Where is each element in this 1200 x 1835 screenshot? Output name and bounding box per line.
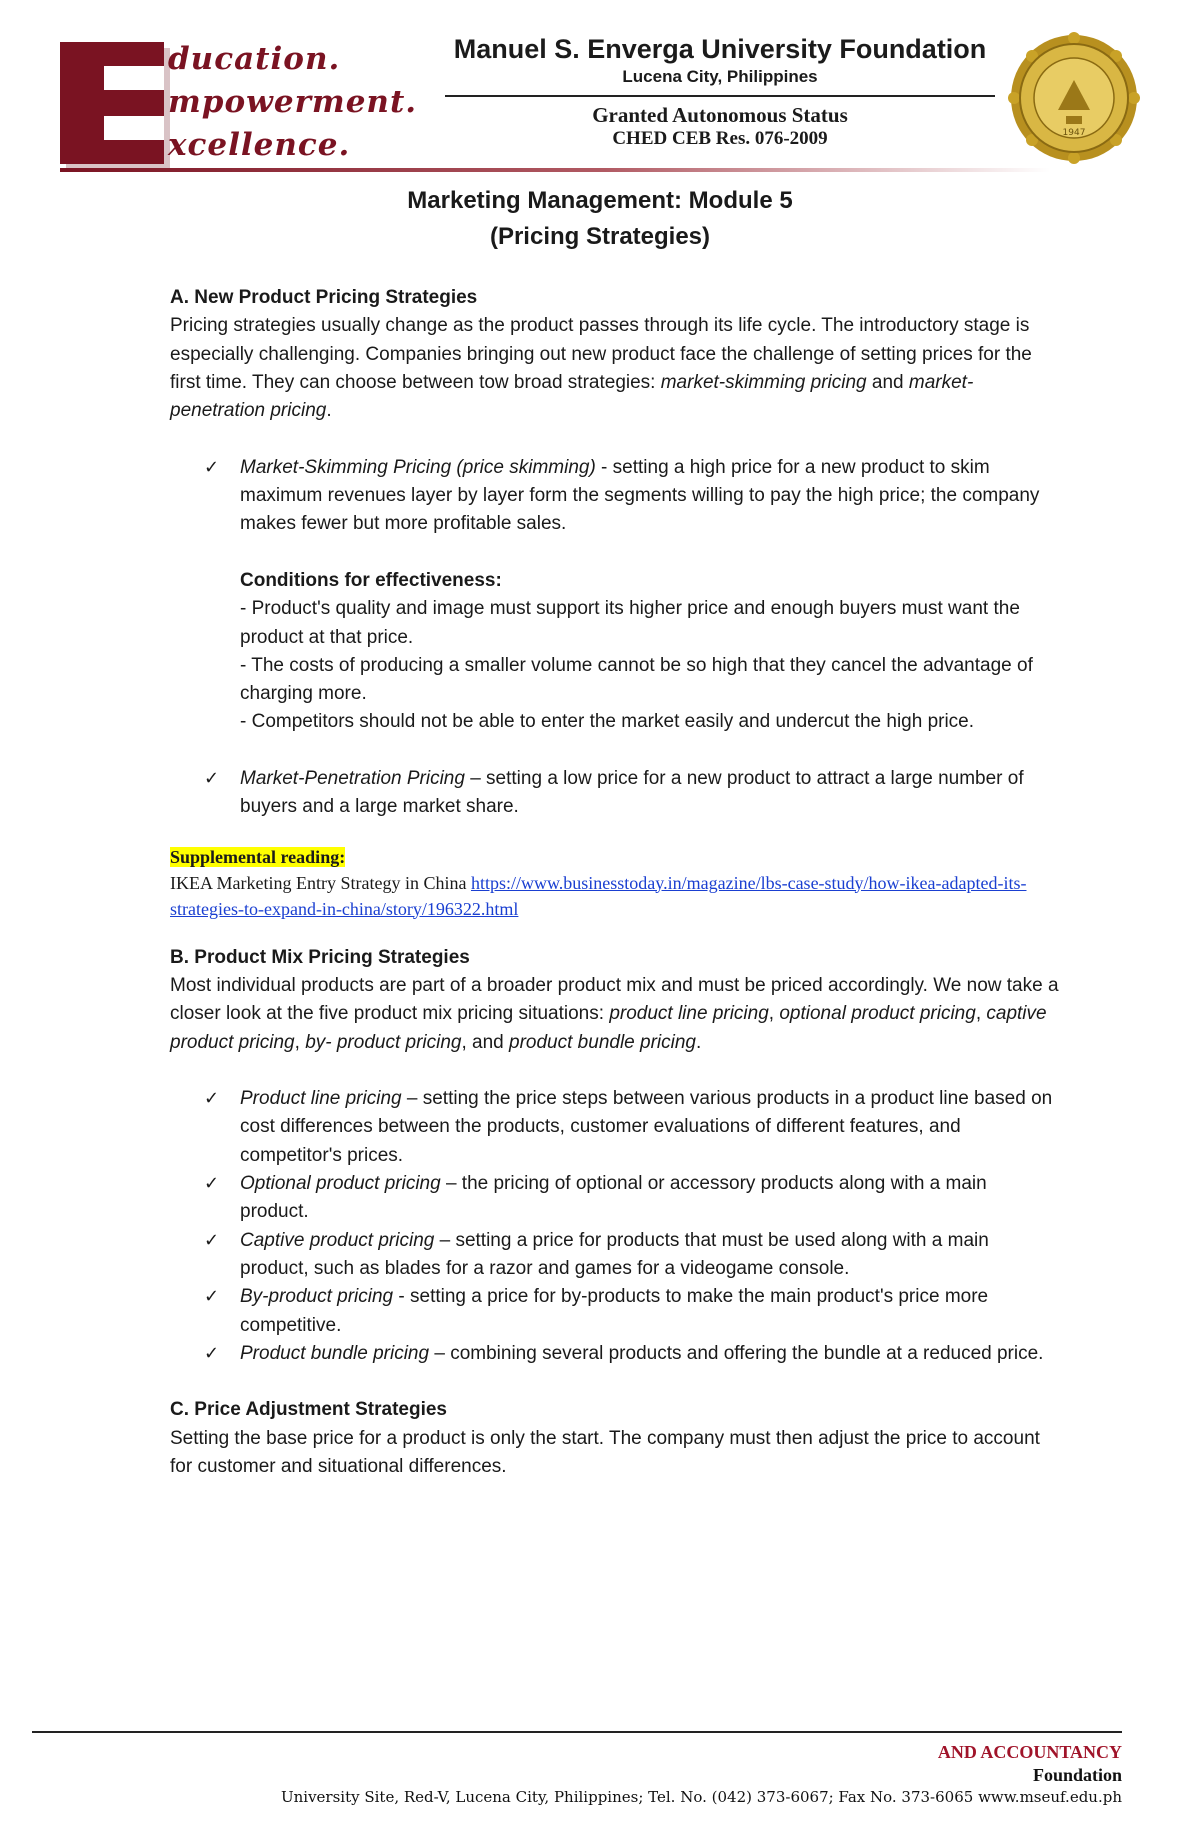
checkmark-icon: ✓ [204, 768, 220, 790]
supplemental-reading [170, 844, 1060, 870]
list-item: ✓ Optional product pricing – the pricing of optional or accessory products along with a main product. [170, 1170, 1060, 1227]
footer-rule [32, 1731, 1122, 1733]
list-item: ✓ Product line pricing – setting the price steps between various products in a product line based on cost differences between the products, customer evaluations of different features, and competitor's prices. [170, 1085, 1060, 1170]
supplemental-entry: IKEA Marketing Entry Strategy in China https://www.businesstoday.in/magazine/lbs-case-study/how-ikea-adapted-its-strategies-to-expand-in-china/story/196322.html [170, 872, 1027, 919]
university-seal-icon [1008, 32, 1140, 164]
checkmark-icon: ✓ [204, 1229, 220, 1251]
section-a-intro: Pricing strategies usually change as the product passes through its life cycle. The introductory stage is especially challenging. Companies bringing out new product face the challenge of setting prices for the first time. They can choose between tow broad strategies: market-skimming pricing and market-penetration pricing. [170, 315, 1032, 422]
checkmark-icon: ✓ [204, 1173, 220, 1195]
letterhead [60, 28, 1150, 178]
condition-item: - Product's quality and image must support its higher price and enough buyers must want the product at that price. [240, 598, 1020, 648]
section-c-text: Setting the base price for a product is only the start. The company must then adjust the price to account for customer and situational differences. [170, 1427, 1040, 1477]
section-c-heading: C. Price Adjustment Strategies [170, 1399, 447, 1421]
supplemental-label: Supplemental reading: [170, 846, 346, 867]
section-b-intro: Most individual products are part of a broader product mix and must be priced accordingly. We now take a closer look at the five product mix pricing situations: product line pricing, optional product pricing, captive product pricing, by- product pricing, and product bundle pricing. [170, 974, 1059, 1053]
svg-text:1947: 1947 [1062, 128, 1086, 138]
footer-accountancy: AND ACCOUNTANCY [937, 1742, 1122, 1762]
university-block [410, 34, 1030, 150]
checkmark-icon: ✓ [204, 1286, 220, 1308]
university-rule [445, 95, 995, 97]
checkmark-icon: ✓ [204, 1088, 220, 1110]
conditions-heading: Conditions for effectiveness: [240, 569, 502, 591]
motto-line-empowerment: mpowerment. [168, 84, 418, 120]
term-market-skimming: market-skimming pricing [660, 371, 867, 393]
university-name: Manuel S. Enverga University Foundation [453, 34, 987, 64]
page-title [0, 183, 1200, 255]
autonomous-status: Granted Autonomous Status [592, 103, 848, 127]
list-item: ✓ Product bundle pricing – combining several products and offering the bundle at a reduced price. [170, 1340, 1060, 1368]
checkmark-icon: ✓ [204, 1342, 220, 1364]
list-item: ✓ Captive product pricing – setting a price for products that must be used along with a main product, such as blades for a razor and games for a videogame console. [170, 1227, 1060, 1284]
section-b-heading: B. Product Mix Pricing Strategies [170, 946, 470, 968]
list-item: ✓ By-product pricing - setting a price for by-products to make the main product's price more competitive. [170, 1283, 1060, 1340]
condition-item: - Competitors should not be able to enter the market easily and undercut the high price. [240, 711, 975, 733]
motto-line-education: ducation. [168, 41, 341, 77]
condition-item: - The costs of producing a smaller volume cannot be so high that they cancel the advantage of charging more. [240, 654, 1033, 705]
title-line-2: (Pricing Strategies) [489, 223, 711, 250]
section-a-heading: A. New Product Pricing Strategies [170, 287, 478, 308]
title-line-1: Marketing Management: Module 5 [407, 187, 793, 214]
motto-line-excellence: xcellence. [168, 127, 351, 163]
header-rule [60, 168, 1050, 172]
university-city: Lucena City, Philippines [622, 67, 818, 86]
ched-resolution: CHED CEB Res. 076-2009 [612, 128, 828, 149]
footer-address: University Site, Red-V, Lucena City, Philippines; Tel. No. (042) 373-6067; Fax No. 373-6065 www.mseuf.edu.ph [280, 1788, 1122, 1806]
list-item-penetration: ✓ Market-Penetration Pricing – setting a low price for a new product to attract a large number of buyers and a large market share. [170, 765, 1060, 822]
document-body [170, 284, 1060, 1481]
footer-foundation: Foundation [1032, 1765, 1122, 1785]
term-market-penetration: market-penetration pricing [170, 371, 974, 422]
e-logo [60, 42, 164, 164]
supplemental-link[interactable]: https://www.businesstoday.in/magazine/lbs-case-study/how-ikea-adapted-its-strategies-to-expand-in-china/story/196322.html [170, 872, 1027, 919]
checkmark-icon: ✓ [204, 456, 220, 478]
list-item-skimming: ✓ Market-Skimming Pricing (price skimming) - setting a high price for a new product to skim maximum revenues layer by layer form the segments willing to pay the high price; the company makes fewer but more profitable sales. [170, 454, 1060, 539]
